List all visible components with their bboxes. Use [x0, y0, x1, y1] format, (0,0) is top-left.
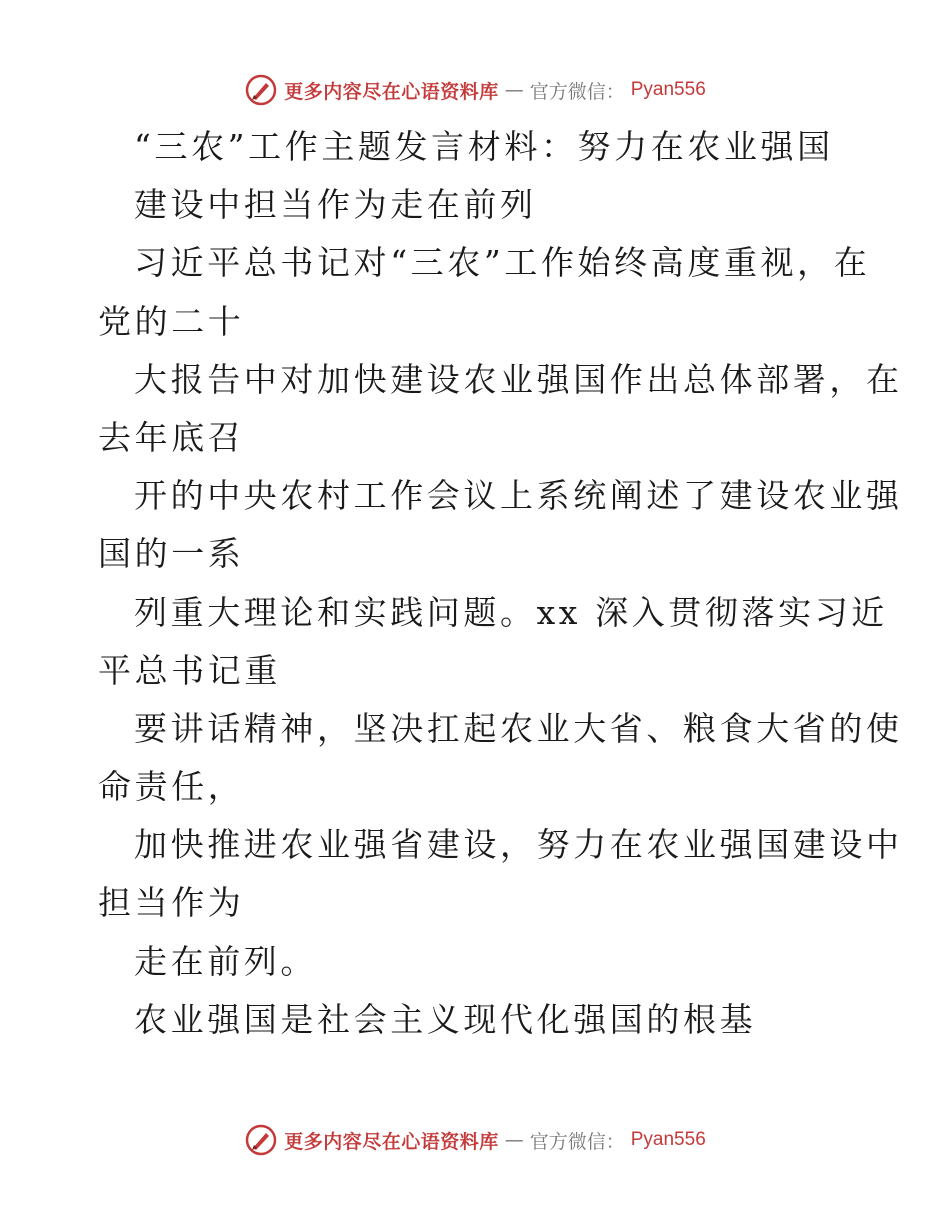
watermark-wechat-id: Pyan556 [630, 79, 706, 100]
paragraph-line: 列重大理论和实践问题。xx 深入贯彻落实习近 [134, 592, 888, 632]
paragraph-line: 农业强国是社会主义现代化强国的根基 [134, 999, 757, 1039]
paragraph-line: 去年底召 [98, 417, 245, 457]
document-title-line: “三农”工作主题发言材料：努力在农业强国 [134, 127, 834, 166]
watermark-label: 官方微信： [529, 80, 625, 103]
paragraph-line: 习近平总书记对“三农”工作始终高度重视，在 [134, 243, 871, 283]
document-body [98, 118, 903, 1049]
watermark-dash: — [504, 79, 524, 101]
paragraph-line: 国的一系 [98, 534, 245, 574]
footer-watermark [0, 1120, 950, 1160]
document-title-line: 建设中担当作为走在前列 [134, 185, 537, 225]
paragraph-line: 命责任， [98, 767, 245, 807]
paragraph-line: 担当作为 [98, 883, 245, 923]
paragraph-line: 走在前列。 [134, 941, 317, 981]
paragraph-line: 要讲话精神，坚决扛起农业大省、粮食大省的使 [134, 708, 903, 748]
pen-logo-icon [244, 1123, 278, 1157]
paragraph-line: 大报告中对加快建设农业强国作出总体部署，在 [134, 359, 903, 399]
watermark-dash: — [504, 1129, 524, 1151]
watermark-site-text: 更多内容尽在心语资料库 [284, 1130, 499, 1153]
watermark-site-text: 更多内容尽在心语资料库 [284, 80, 499, 103]
header-watermark [0, 70, 950, 110]
paragraph-line: 开的中央农村工作会议上系统阐述了建设农业强 [134, 476, 903, 516]
pen-logo-icon [244, 73, 278, 107]
watermark-label: 官方微信： [529, 1130, 625, 1153]
paragraph-line: 加快推进农业强省建设，努力在农业强国建设中 [134, 825, 903, 865]
paragraph-line: 党的二十 [98, 301, 245, 341]
watermark-wechat-id: Pyan556 [630, 1129, 706, 1150]
paragraph-line: 平总书记重 [98, 650, 281, 690]
